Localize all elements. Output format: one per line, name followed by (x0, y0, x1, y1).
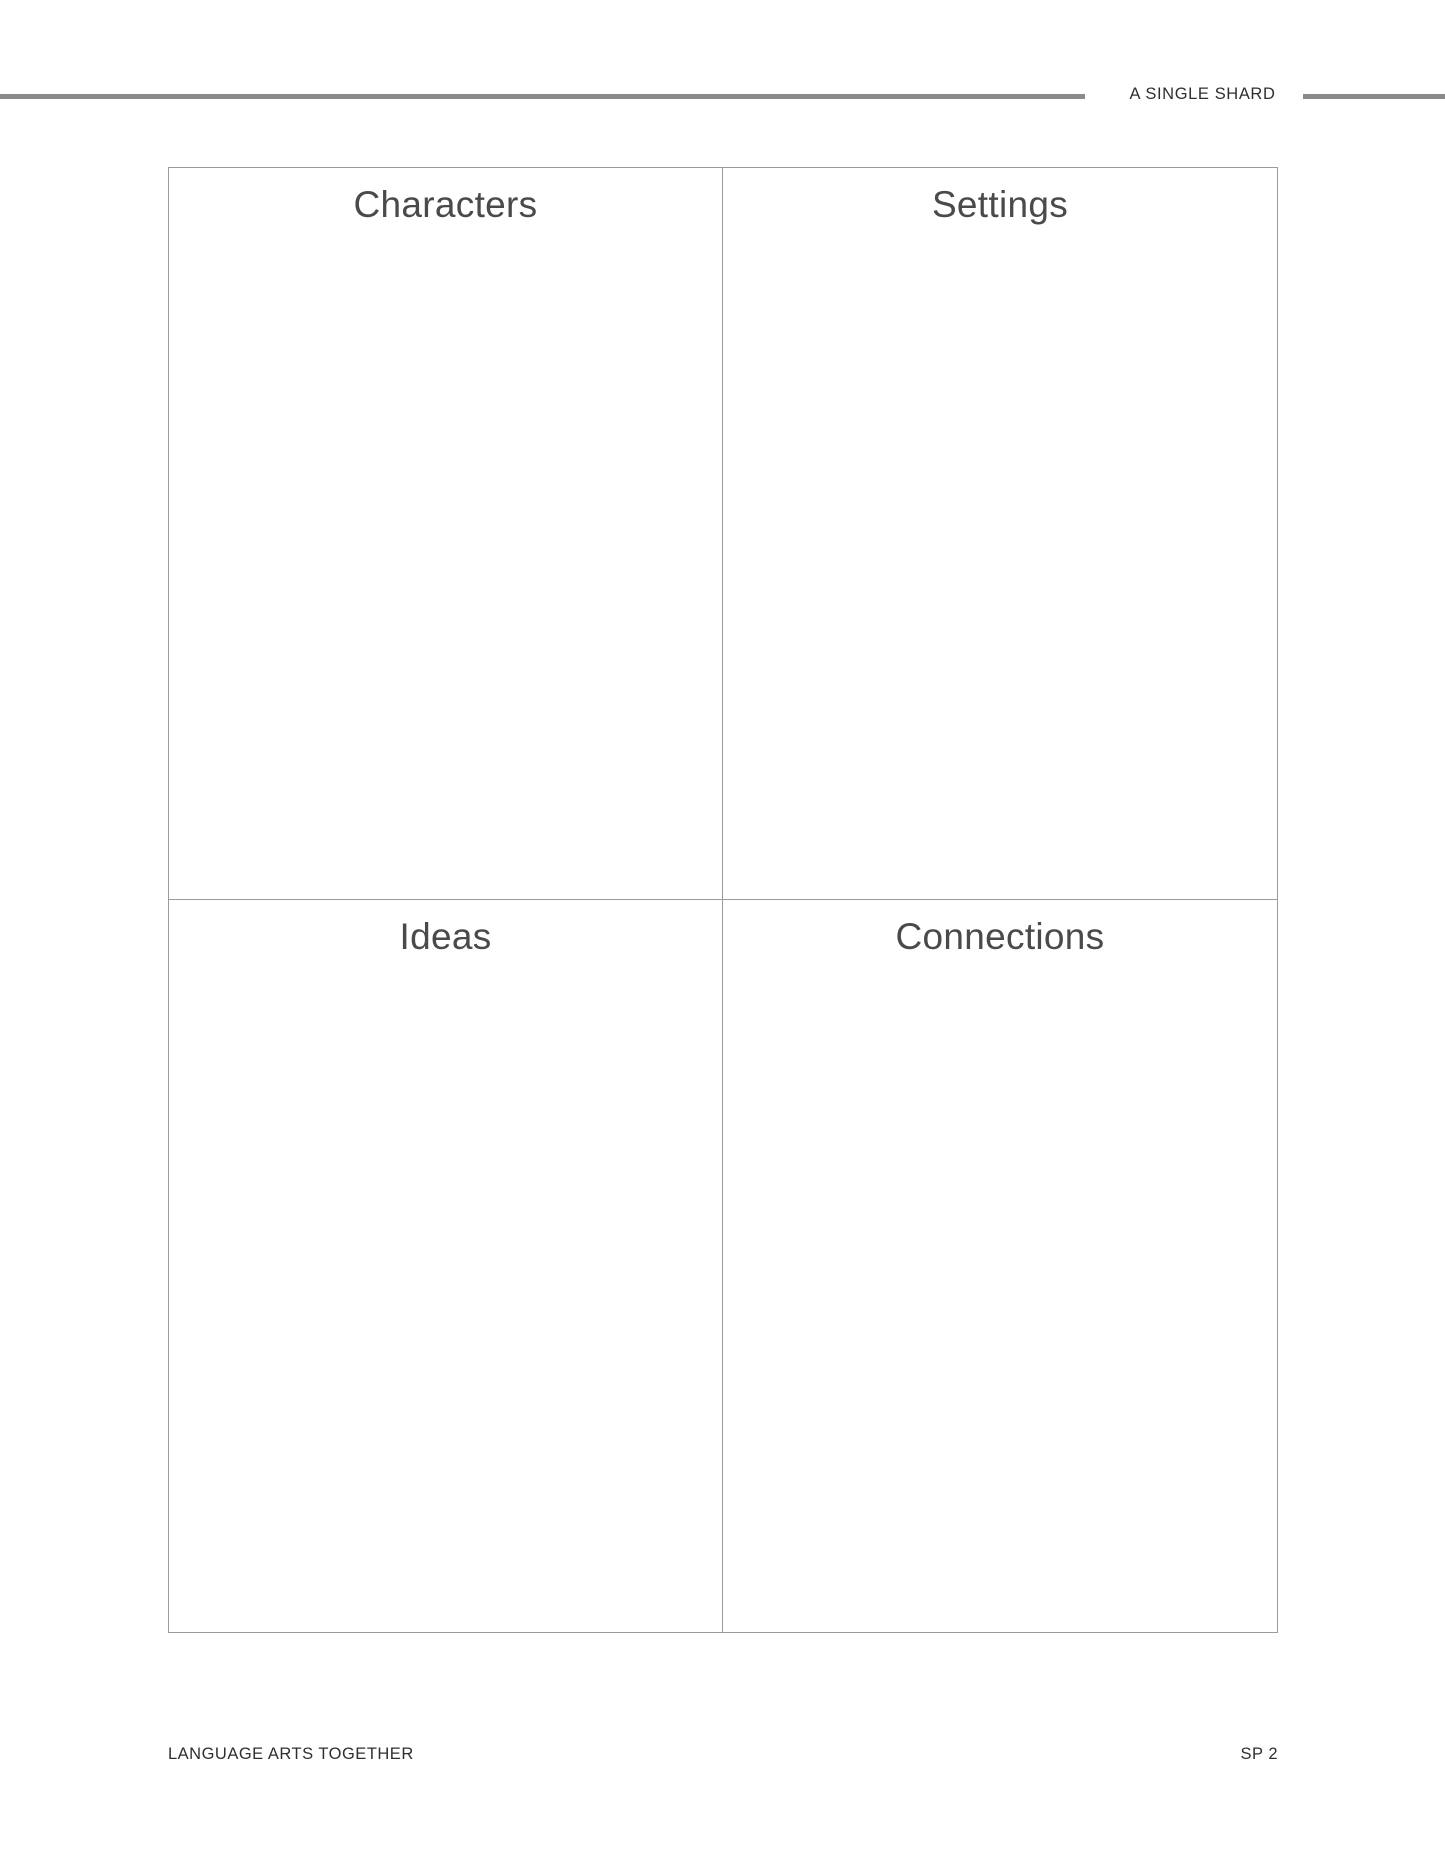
quadrant-characters (169, 168, 723, 900)
quadrant-settings (723, 168, 1277, 900)
header-title: A SINGLE SHARD (1129, 85, 1276, 103)
writing-area-ideas[interactable] (169, 980, 722, 1632)
quadrant-title-connections: Connections (895, 916, 1105, 957)
quadrant-ideas (169, 900, 723, 1632)
quadrant-title-settings: Settings (931, 184, 1069, 225)
quadrant-title-characters: Characters (353, 184, 538, 225)
footer-publisher: LANGUAGE ARTS TOGETHER (168, 1745, 414, 1763)
header-rule-right (1303, 94, 1445, 99)
page-header (0, 80, 1445, 110)
writing-area-connections[interactable] (723, 980, 1277, 1632)
quadrant-title-ideas: Ideas (399, 916, 492, 957)
footer-page-number: SP 2 (1240, 1745, 1278, 1763)
writing-area-characters[interactable] (169, 248, 722, 899)
page-footer (168, 1745, 1278, 1769)
header-rule-left (0, 94, 1085, 99)
four-quadrant-grid (168, 167, 1278, 1633)
writing-area-settings[interactable] (723, 248, 1277, 899)
quadrant-connections (723, 900, 1277, 1632)
